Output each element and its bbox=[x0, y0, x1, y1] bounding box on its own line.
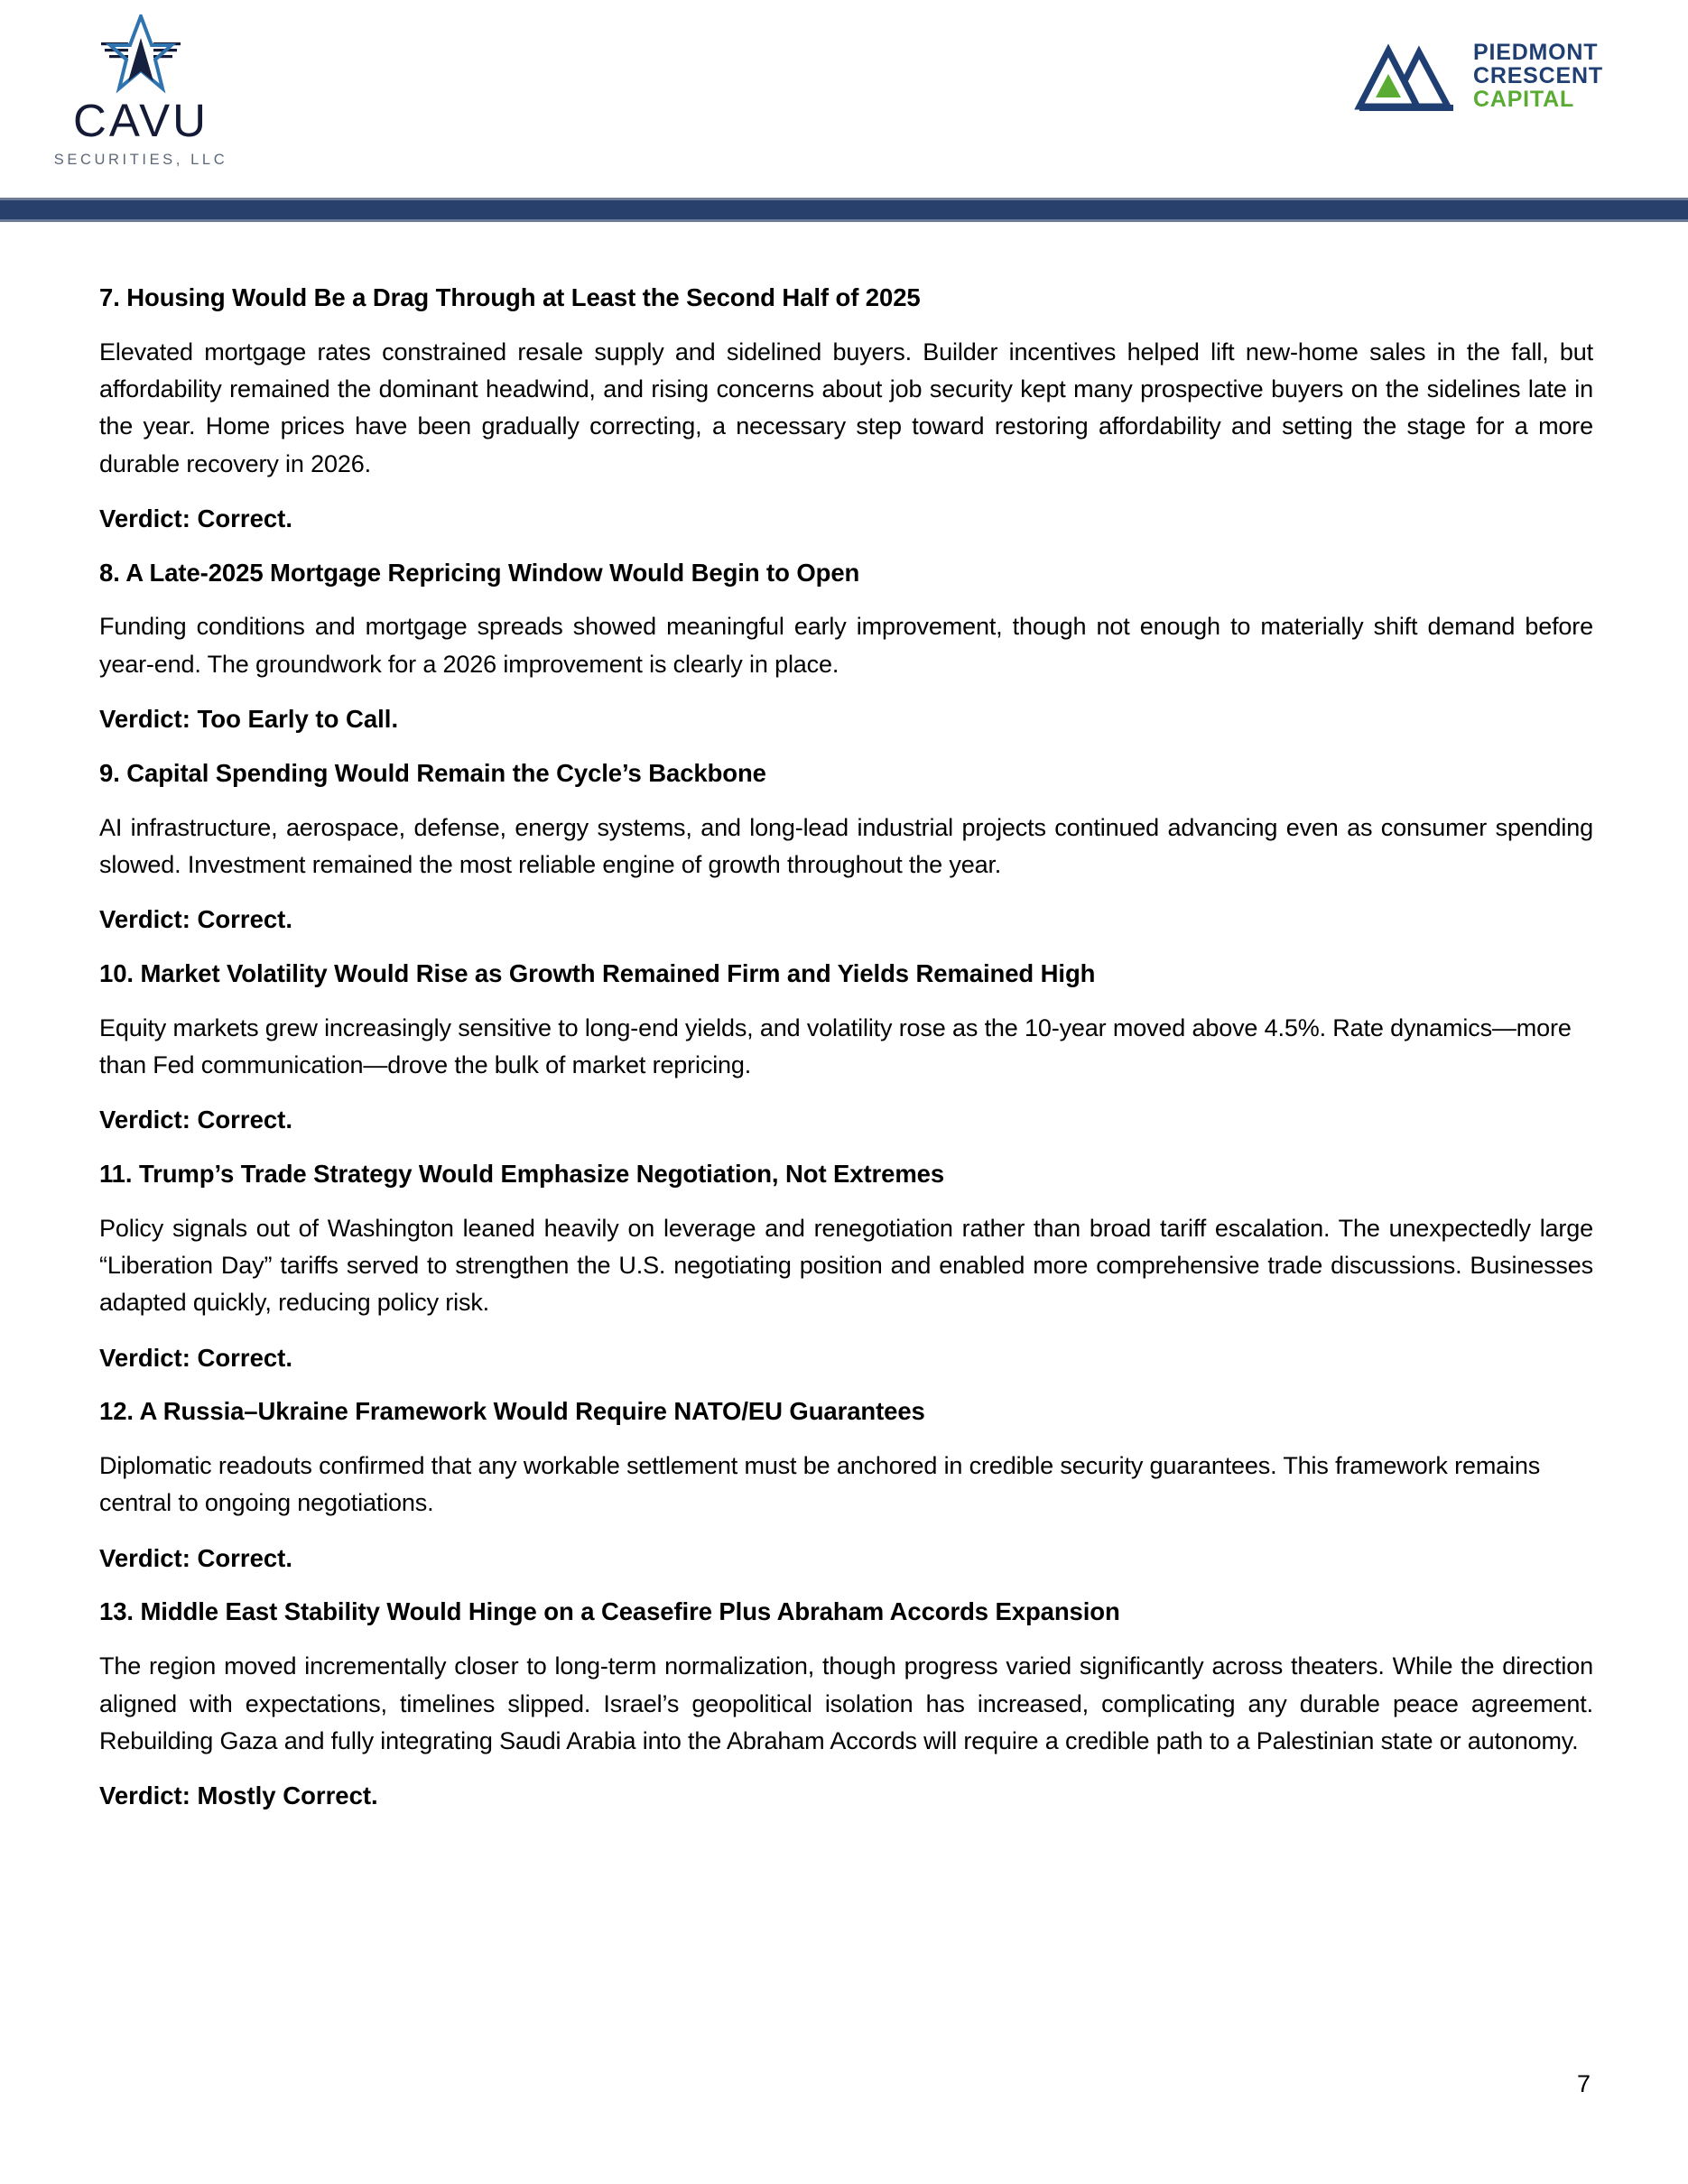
section-8 bbox=[99, 557, 1593, 736]
section-verdict: Verdict: Correct. bbox=[99, 1343, 292, 1372]
section-body: Diplomatic readouts confirmed that any workable settlement must be anchored in credible security guarantees. This framework remains central to ongoing negotiations. bbox=[99, 1452, 1541, 1517]
page-number: 7 bbox=[1576, 2070, 1591, 2097]
star-with-wings-icon bbox=[97, 14, 184, 97]
section-body: The region moved incrementally closer to long-term normalization, though progress varied significantly across theaters. While the direction aligned with expectations, timelines slipped. Israel’s geopolitical isolation has increased, complicating any durable peace agreement. Rebuilding Gaza and fully integrating Saudi Arabia into the Abraham Accords will require a credible path to a Palestinian state or autonomy. bbox=[99, 1652, 1593, 1754]
section-13 bbox=[99, 1596, 1593, 1811]
section-body: Elevated mortgage rates constrained resale supply and sidelined buyers. Builder incentives helped lift new-home sales in the fall, but affordability remained the dominant headwind, and rising concerns about job security kept many prospective buyers on the sidelines late in the year. Home prices have been gradually correcting, a necessary step toward restoring affordability and setting the stage for a more durable recovery in 2026. bbox=[99, 338, 1593, 477]
section-heading: 7. Housing Would Be a Drag Through at Least the Second Half of 2025 bbox=[99, 283, 921, 311]
section-body: Funding conditions and mortgage spreads showed meaningful early improvement, though not enough to materially shift demand before year-end. The groundwork for a 2026 improvement is clearly in place. bbox=[99, 613, 1593, 678]
cavu-securities-logo bbox=[51, 14, 231, 181]
section-heading: 13. Middle East Stability Would Hinge on a Ceasefire Plus Abraham Accords Expansion bbox=[99, 1597, 1120, 1626]
section-10 bbox=[99, 958, 1593, 1136]
page-header bbox=[0, 0, 1688, 198]
piedmont-line-1: PIEDMONT bbox=[1473, 40, 1599, 65]
section-heading: 8. A Late-2025 Mortgage Repricing Window Would Begin to Open bbox=[99, 558, 860, 587]
section-11 bbox=[99, 1158, 1593, 1374]
section-heading: 9. Capital Spending Would Remain the Cycle’s Backbone bbox=[99, 758, 766, 787]
cavu-subtitle: SECURITIES, LLC bbox=[53, 152, 228, 168]
section-heading: 12. A Russia–Ukraine Framework Would Require NATO/EU Guarantees bbox=[99, 1397, 925, 1426]
section-body: Equity markets grew increasingly sensitive to long-end yields, and volatility rose as the 10-year moved above 4.5%. Rate dynamics—more than Fed communication—drove the bulk of market repricing. bbox=[99, 1013, 1572, 1078]
section-verdict: Verdict: Correct. bbox=[99, 1543, 292, 1572]
cavu-wordmark bbox=[51, 95, 231, 146]
piedmont-wordmark bbox=[1473, 41, 1603, 111]
section-heading: 11. Trump’s Trade Strategy Would Emphasize Negotiation, Not Extremes bbox=[99, 1159, 945, 1188]
header-divider-bar bbox=[0, 198, 1688, 222]
cavu-wordmark-text: CAVU bbox=[73, 95, 209, 146]
section-verdict: Verdict: Too Early to Call. bbox=[99, 705, 399, 734]
mountain-peaks-icon bbox=[1354, 38, 1461, 114]
section-7 bbox=[99, 282, 1593, 535]
section-12 bbox=[99, 1395, 1593, 1574]
section-verdict: Verdict: Correct. bbox=[99, 1106, 292, 1134]
piedmont-crescent-capital-logo bbox=[1354, 22, 1643, 130]
section-body: Policy signals out of Washington leaned heavily on leverage and renegotiation rather than broad tariff escalation. The unexpectedly large “Liberation Day” tariffs served to strengthen the U.S. negotiating position and enabled more comprehensive trade discussions. Businesses adapted quickly, reducing policy risk. bbox=[99, 1214, 1593, 1317]
section-verdict: Verdict: Correct. bbox=[99, 905, 292, 934]
section-heading: 10. Market Volatility Would Rise as Growth Remained Firm and Yields Remained High bbox=[99, 958, 1096, 987]
section-verdict: Verdict: Mostly Correct. bbox=[99, 1781, 378, 1810]
section-body: AI infrastructure, aerospace, defense, energy systems, and long-lead industrial projects continued advancing even as consumer spending slowed. Investment remained the most reliable engine of growth throughout the year. bbox=[99, 813, 1593, 878]
section-verdict: Verdict: Correct. bbox=[99, 504, 292, 532]
piedmont-line-2: CRESCENT bbox=[1473, 63, 1603, 88]
document-body bbox=[99, 282, 1593, 1834]
piedmont-line-3: CAPITAL bbox=[1473, 87, 1575, 112]
section-9 bbox=[99, 757, 1593, 936]
